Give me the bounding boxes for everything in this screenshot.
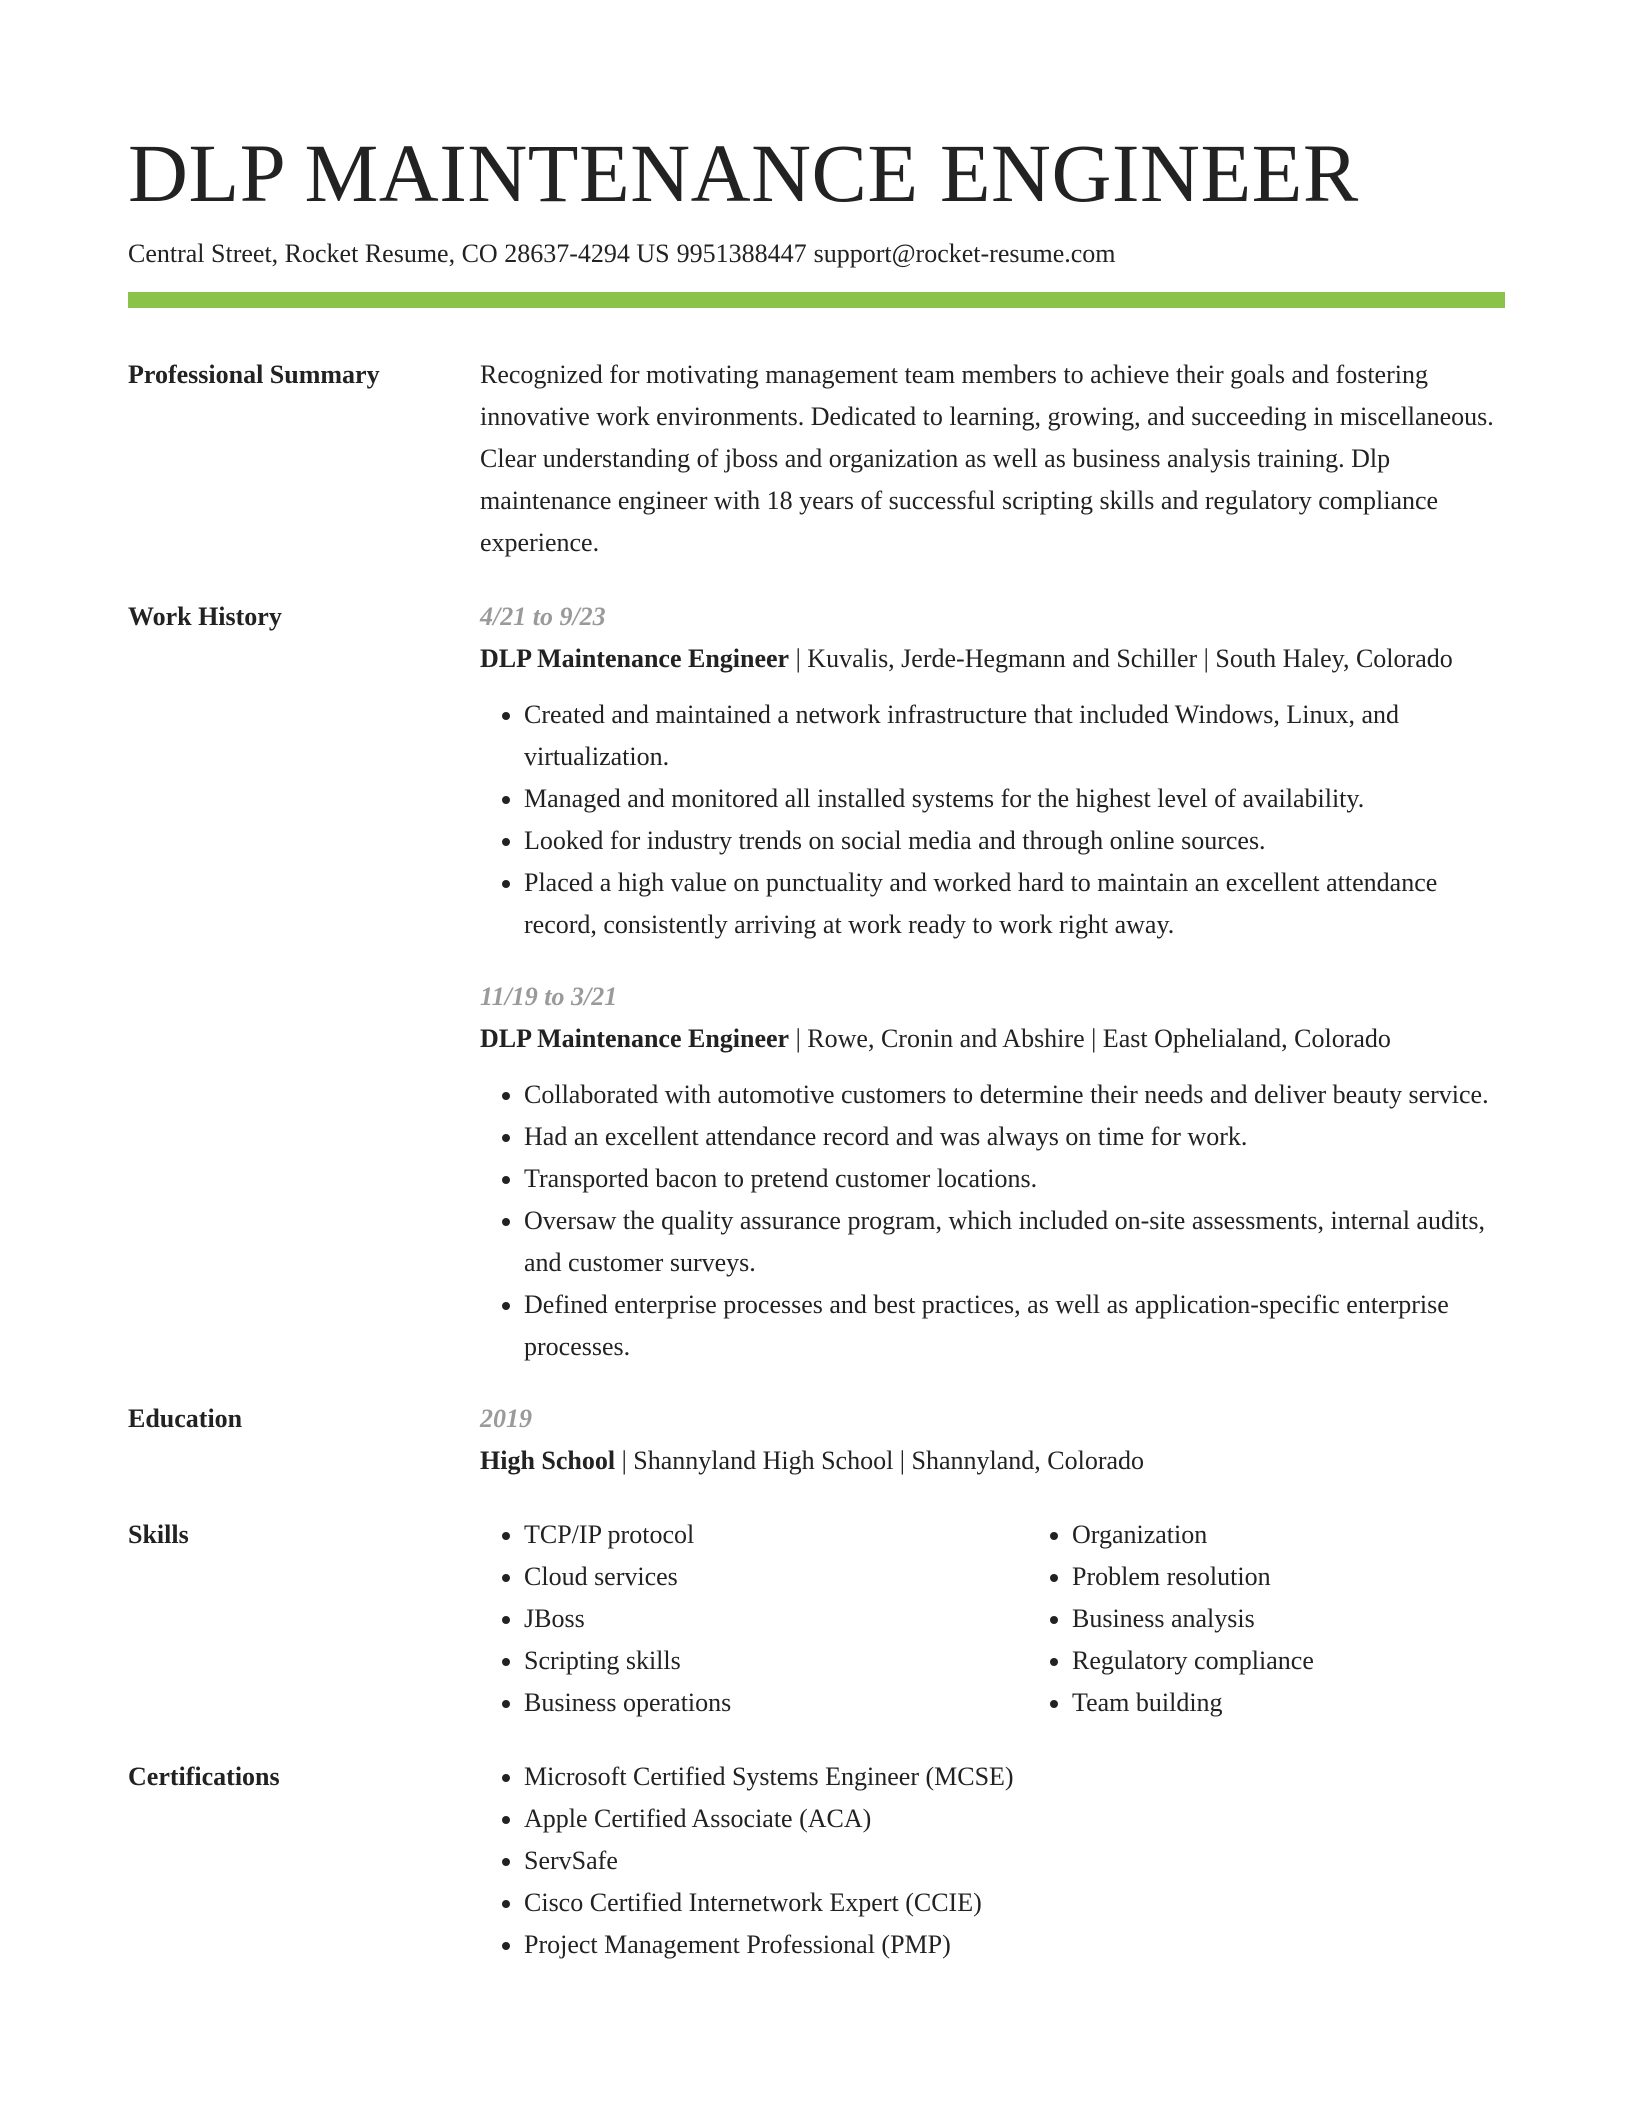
job-bullets [480, 1074, 1505, 1368]
section-heading-skills: Skills [128, 1520, 189, 1549]
header-divider [128, 292, 1505, 308]
certifications-body [480, 1756, 1505, 1966]
summary-text: Recognized for motivating management team members to achieve their goals and fostering innovative work environments. Dedicated to learning, growing, and succeeding in miscellaneous. Clear understanding of jboss and organization as well as business analysis training. Dlp maintenance engineer with 18 years of successful scripting skills and regulatory compliance experience. [480, 360, 1494, 557]
candidate-name: DLP MAINTENANCE ENGINEER [128, 127, 1359, 219]
education-degree: High School [480, 1446, 616, 1475]
skills-body [480, 1514, 1505, 1724]
job-bullet: • Collaborated with automotive customers to determine their needs and deliver beauty service. [524, 1074, 1505, 1116]
certification-item: • Apple Certified Associate (ACA) [524, 1798, 1505, 1840]
education-body [480, 1398, 1505, 1482]
contact-line [128, 236, 1505, 272]
summary-section [128, 354, 1505, 564]
skill-item: • Business analysis [1072, 1598, 1314, 1640]
section-heading-summary: Professional Summary [128, 360, 380, 389]
job-bullet: • Created and maintained a network infrastructure that included Windows, Linux, and virtualization. [524, 694, 1505, 778]
job-employer-location: | Kuvalis, Jerde-Hegmann and Schiller | South Haley, Colorado [789, 644, 1453, 673]
skills-list-right [1028, 1514, 1314, 1724]
job-bullet: • Managed and monitored all installed systems for the highest level of availability. [524, 778, 1505, 820]
job-title: DLP Maintenance Engineer [480, 1024, 790, 1053]
skill-item: • Regulatory compliance [1072, 1640, 1314, 1682]
resume-page [128, 118, 1505, 1966]
job-entry [480, 976, 1505, 1368]
certification-item: • ServSafe [524, 1840, 1505, 1882]
contact-phone: 9951388447 [676, 239, 807, 268]
section-heading-work-history: Work History [128, 602, 282, 631]
work-history-body [480, 596, 1505, 1368]
skill-item: • Scripting skills [524, 1640, 1028, 1682]
job-dates: 11/19 to 3/21 [480, 982, 618, 1011]
skill-item: • JBoss [524, 1598, 1028, 1640]
job-bullet: • Placed a high value on punctuality and worked hard to maintain an excellent attendance record, consistently arriving at work ready to work right away. [524, 862, 1505, 946]
certification-item: • Cisco Certified Internetwork Expert (CCIE) [524, 1882, 1505, 1924]
job-dates: 4/21 to 9/23 [480, 602, 606, 631]
job-entry [480, 596, 1505, 946]
job-bullet: • Transported bacon to pretend customer locations. [524, 1158, 1505, 1200]
work-history-section [128, 596, 1505, 1368]
skill-item: • Cloud services [524, 1556, 1028, 1598]
job-bullet: • Had an excellent attendance record and was always on time for work. [524, 1116, 1505, 1158]
job-employer-location: | Rowe, Cronin and Abshire | East Ophelialand, Colorado [789, 1024, 1391, 1053]
certification-item: • Microsoft Certified Systems Engineer (MCSE) [524, 1756, 1505, 1798]
job-bullet: • Defined enterprise processes and best practices, as well as application-specific enterprise processes. [524, 1284, 1505, 1368]
skill-item: • Team building [1072, 1682, 1314, 1724]
education-school-location: | Shannyland High School | Shannyland, Colorado [615, 1446, 1145, 1475]
skill-item: • TCP/IP protocol [524, 1514, 1028, 1556]
contact-email: support@rocket-resume.com [813, 239, 1116, 268]
certifications-section [128, 1756, 1505, 1966]
job-title: DLP Maintenance Engineer [480, 644, 790, 673]
job-heading [480, 1018, 1505, 1060]
contact-address: Central Street, Rocket Resume, CO 28637-4294 US [128, 239, 670, 268]
job-bullet: • Oversaw the quality assurance program, which included on-site assessments, internal audits, and customer surveys. [524, 1200, 1505, 1284]
education-section [128, 1398, 1505, 1482]
education-year: 2019 [480, 1404, 532, 1433]
skill-item: • Business operations [524, 1682, 1028, 1724]
job-bullet: • Looked for industry trends on social media and through online sources. [524, 820, 1505, 862]
skills-section [128, 1514, 1505, 1724]
job-heading [480, 638, 1505, 680]
section-heading-education: Education [128, 1404, 243, 1433]
certifications-list [480, 1756, 1505, 1966]
education-heading [480, 1440, 1505, 1482]
skill-item: • Problem resolution [1072, 1556, 1314, 1598]
certification-item: • Project Management Professional (PMP) [524, 1924, 1505, 1966]
skill-item: • Organization [1072, 1514, 1314, 1556]
section-heading-certifications: Certifications [128, 1762, 280, 1791]
job-bullets [480, 694, 1505, 946]
skills-list-left [480, 1514, 1028, 1724]
